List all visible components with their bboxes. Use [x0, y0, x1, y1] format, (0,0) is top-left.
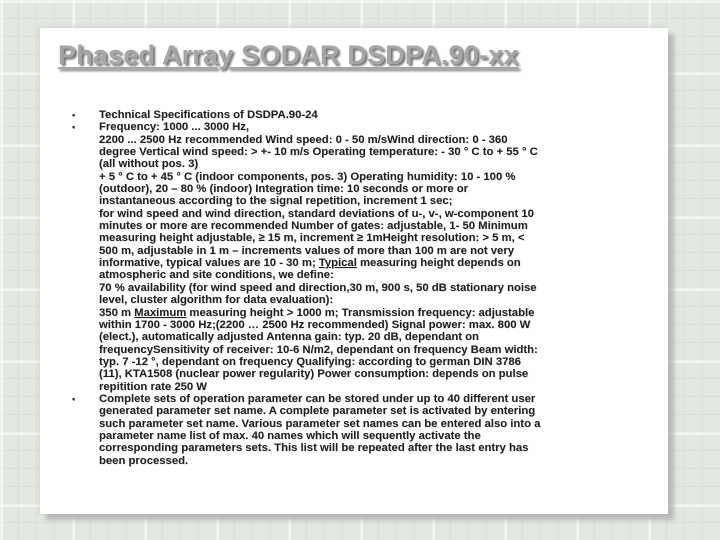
typical-underlined: Typical	[318, 257, 357, 270]
bullet-item-specs-heading	[68, 109, 616, 121]
bullet-marker: •	[72, 122, 76, 133]
spec-text-part: Frequency: 1000 ... 3000 Hz, 2200 ... 2500 Hz recommended Wind speed: 0 - 50 m/sWind direction: 0 - 360 degree Vertical wind speed: > +- 10 m/s Operating temperature: - 30 ° C to + 55 ° C (all without pos. 3) + 5 ° C to + 45 ° C (indoor components, pos. 3) Operating humidity: 10 - 100 % (outdoor), 20 – 80 % (indoor) Integration time: 10 seconds or more or instantaneous according to the signal repetition, increment 1 sec; for wind speed and wind direction, standard deviations of u-, v-, w-component 10 minutes or more are recommended Number of gates: adjustable, 1- 50 Minimum measuring height adjustable, ≥ 15 m, increment ≥ 1mHeight resolution: > 5 m, < 500 m, adjustable in 1 m – increments values of more than 100 m are not very informative, typical values are 10 - 30 m;	[99, 121, 538, 270]
bullet-list	[68, 109, 616, 467]
specs-heading-text: Technical Specifications of DSDPA.90-24	[99, 109, 318, 121]
bullet-marker: •	[72, 110, 76, 120]
bullet-item-specifications	[68, 121, 616, 393]
slide-title: Phased Array SODAR DSDPA.90-xx	[58, 40, 519, 70]
bullet-item-parameter-sets	[68, 393, 616, 467]
bullet-marker: •	[72, 393, 76, 404]
maximum-underlined: Maximum	[134, 306, 187, 319]
spec-text-part: measuring height > 1000 m; Transmission frequency: adjustable within 1700 - 3000 Hz;(2200 … 2500 Hz recommended) Signal power: max. 800 W (elect.), automatically adjusted Antenna gain: typ. 20 dB, dependant on frequencySensitivity of receiver: 10-6 N/m2, dependant on frequency Beam width: typ. 7 -12 °, dependant on frequency Qualifying: according to german DIN 3786 (11), KTA1508 (nuclear power regularity) Power consumption: depends on pulse repitition rate 250 W	[99, 306, 538, 393]
parameter-sets-text: Complete sets of operation parameter can be stored under up to 40 different user generated parameter set name. A complete parameter set is activated by entering such parameter set name. Various parameter set names can be entered also into a parameter name list of max. 40 names which will sequently activate the corresponding parameters sets. This list will be repeated after the last entry has been processed.	[99, 392, 541, 467]
specifications-text	[99, 121, 616, 393]
spec-text-part: measuring height depends on atmospheric and site conditions, we define: 70 % availability (for wind speed and direction,30 m, 900 s, 50 dB stationary noise level, cluster algorithm for data evaluation): 350 m	[99, 257, 537, 319]
